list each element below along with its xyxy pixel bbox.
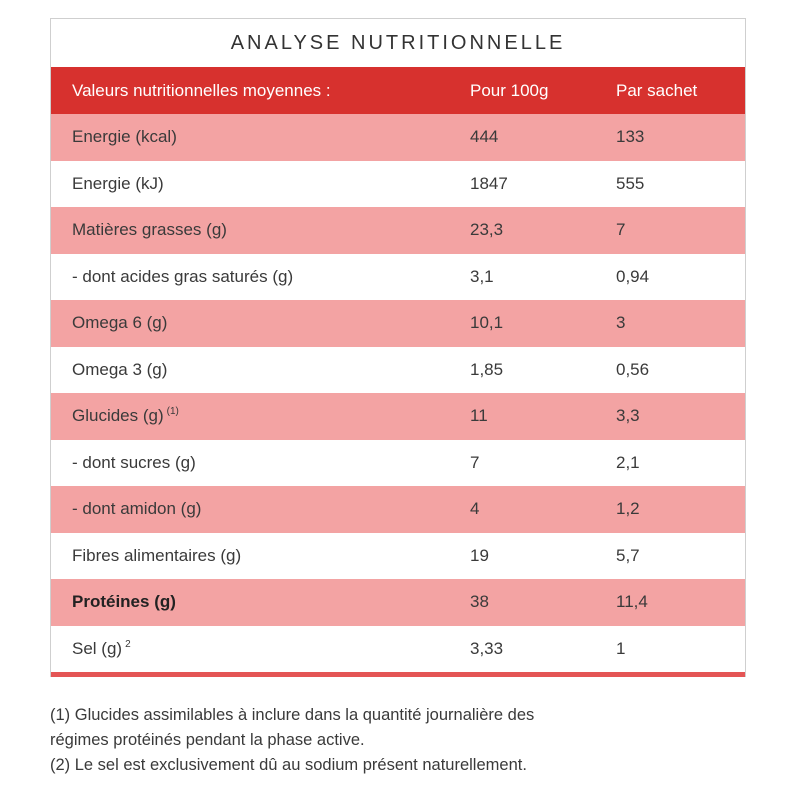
table-row-matieres-grasses (51, 207, 745, 254)
table-row-proteines (51, 579, 745, 626)
row-value-100g: 3,33 (470, 638, 504, 658)
row-label: Protéines (g) (72, 592, 176, 612)
table-row-amidon (51, 486, 745, 533)
row-value-100g: 11 (470, 406, 488, 426)
header-label: Valeurs nutritionnelles moyennes : (72, 80, 331, 100)
row-value-sachet: 1 (616, 638, 626, 658)
row-value-100g: 3,1 (470, 266, 494, 286)
row-label: - dont acides gras saturés (g) (72, 266, 294, 286)
row-label: Omega 6 (g) (72, 313, 168, 333)
row-value-sachet: 11,4 (616, 592, 648, 612)
footnote-2: (2) Le sel est exclusivement dû au sodium présent naturellement. (50, 756, 527, 774)
table-row-glucides (51, 393, 745, 440)
footnote-ref: 2 (125, 638, 131, 650)
row-label: Energie (kJ) (72, 173, 164, 193)
row-value-sachet: 555 (616, 173, 645, 193)
table-row-acides-gras-satures (51, 254, 745, 301)
header-per-sachet: Par sachet (616, 80, 698, 100)
row-value-sachet: 133 (616, 127, 645, 147)
footnote-ref: (1) (166, 406, 179, 418)
row-label: - dont amidon (g) (72, 499, 202, 519)
table-bottom-bar (51, 672, 745, 677)
row-value-sachet: 5,7 (616, 545, 640, 565)
table-row-omega-6 (51, 300, 745, 347)
row-label: Glucides (g) (72, 406, 164, 426)
row-value-sachet: 1,2 (616, 499, 640, 519)
table-row-sel (51, 626, 745, 673)
row-value-sachet: 7 (616, 220, 626, 240)
row-label: Matières grasses (g) (72, 220, 227, 240)
table-header-row (51, 67, 745, 114)
row-label: Omega 3 (g) (72, 359, 168, 379)
nutrition-table-panel (50, 18, 746, 677)
table-row-energie-kj (51, 161, 745, 208)
row-value-sachet: 3 (616, 313, 626, 333)
footnotes (50, 703, 750, 778)
row-value-100g: 10,1 (470, 313, 504, 333)
row-value-100g: 7 (470, 452, 480, 472)
row-value-sachet: 2,1 (616, 452, 640, 472)
row-value-sachet: 3,3 (616, 406, 640, 426)
row-value-100g: 38 (470, 592, 489, 612)
table-row-sucres (51, 440, 745, 487)
row-label: Fibres alimentaires (g) (72, 545, 242, 565)
header-per-100g: Pour 100g (470, 80, 549, 100)
row-value-sachet: 0,94 (616, 266, 650, 286)
row-value-sachet: 0,56 (616, 359, 650, 379)
table-row-fibres (51, 533, 745, 580)
row-label: - dont sucres (g) (72, 452, 196, 472)
row-value-100g: 1,85 (470, 359, 504, 379)
table-title: ANALYSE NUTRITIONNELLE (230, 32, 566, 54)
row-value-100g: 19 (470, 545, 489, 565)
row-value-100g: 444 (470, 127, 499, 147)
table-row-omega-3 (51, 347, 745, 394)
row-value-100g: 4 (470, 499, 480, 519)
row-label: Energie (kcal) (72, 127, 177, 147)
table-row-energie-kcal (51, 114, 745, 161)
row-label: Sel (g) (72, 638, 123, 658)
footnote-1-line-1: (1) Glucides assimilables à inclure dans la quantité journalière des (50, 706, 535, 724)
row-value-100g: 23,3 (470, 220, 504, 240)
footnote-1-line-2: régimes protéinés pendant la phase active. (50, 731, 365, 749)
row-value-100g: 1847 (470, 173, 508, 193)
